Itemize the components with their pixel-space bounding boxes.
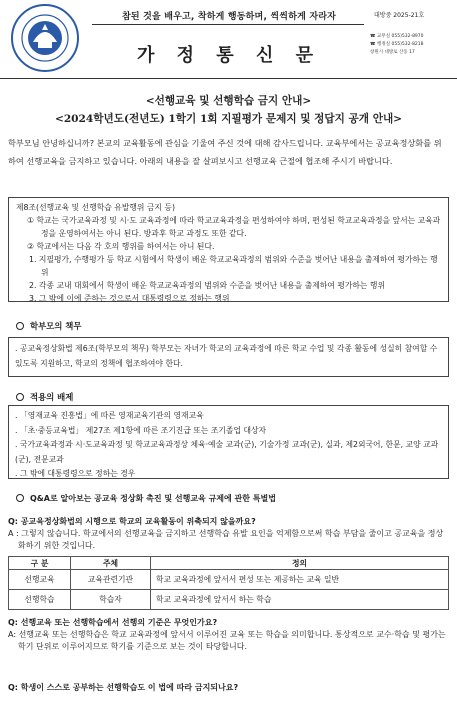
- school-motto: 참된 것을 배우고, 착하게 행동하며, 씩씩하게 자라자: [121, 12, 336, 22]
- contact-line: ☎ 행정실 055)532-8218: [370, 42, 424, 47]
- page-title: 가 정 통 신 문: [136, 45, 321, 66]
- exclusion-item: . 「초·중등교육법」 제27조 제1항에 따른 조기진급 또는 조기졸업 대상자: [15, 425, 267, 435]
- table-cell: 학교 교육과정에 앞서서 편성 또는 제공하는 교육 일반: [151, 570, 449, 590]
- circle-bullet-icon: [16, 393, 24, 401]
- parent-duty-box: [8, 337, 449, 377]
- answer: A : 그렇지 않습니다. 학교에서의 선행교육을 금지하고 선행학습 유발 요인을 억제함으로써 학습 부담을 줄이고 공교육을 정상화하기 위한 것입니다.: [8, 529, 444, 550]
- table-header: 정의: [151, 557, 449, 570]
- intro-paragraph: 학부모님 안녕하십니까? 본교의 교육활동에 관심을 기울여 주신 것에 대해 감사드립니다. 교육부에서는 공교육정상화를 위하여 선행교육을 금지하고 있습니다. 아래의 내용을 잘 살펴보시고 선행교육 근절에 협조해 주시기 바랍니다.: [8, 138, 442, 166]
- qa-block-2: [8, 617, 449, 653]
- header: [0, 0, 457, 80]
- issue-number: 대방중 2025-21호: [374, 12, 425, 19]
- table-header: 주체: [71, 557, 151, 570]
- law-item: ② 학교에서는 다음 각 호의 행위를 하여서는 아니 된다.: [27, 242, 215, 251]
- question: Q: 공교육정상화법의 시행으로 학교의 교육활동이 위축되지 않을까요?: [8, 517, 256, 526]
- notice-title-1: <선행교육 및 선행학습 금지 안내>: [145, 95, 312, 107]
- table-header-row: [9, 557, 449, 570]
- table-cell: 선행학습: [9, 590, 71, 610]
- notice-titles: [0, 92, 457, 128]
- motto-divider: [92, 24, 364, 25]
- law-title: 제8조(선행교육 및 선행학습 유발행위 금지 등): [16, 203, 176, 212]
- table-row: [9, 570, 449, 590]
- qa-block-1: [8, 516, 449, 552]
- table-cell: 학교 교육과정에 앞서서 하는 학습: [151, 590, 449, 610]
- header-divider: [0, 78, 457, 79]
- notice-title-2: <2024학년도(전년도) 1학기 1회 지필평가 문제지 및 정답지 공개 안내>: [54, 113, 403, 125]
- law-subitem: 2. 각종 교내 대회에서 학생이 배운 학교교육과정의 범위와 수준을 벗어난 내용을 출제하여 평가하는 행위: [29, 281, 385, 290]
- contact-info: [370, 33, 424, 57]
- exclusion-box: [8, 405, 449, 479]
- exclusion-item: . 그 밖에 대통령령으로 정하는 경우: [15, 469, 136, 478]
- section-heading-qa: Q&A로 알아보는 공교육 정상화 촉진 및 선행교육 규제에 관한 특별법: [16, 493, 276, 504]
- definition-table: [8, 556, 449, 610]
- exclusion-item: . 「영재교육 진흥법」에 따른 영재교육기관의 영재교육: [15, 411, 204, 420]
- law-item: ① 학교는 국가교육과정 및 시·도 교육과정에 따라 학교교육과정을 편성하여야 하며, 편성된 학교교육과정을 앞서는 교육과정을 운영하여서는 아니 된다. 방과후 학교 과정도 또한 같다.: [27, 216, 441, 238]
- school-logo: [9, 2, 81, 74]
- question: Q: 선행교육 또는 선행학습에서 선행의 기준은 무엇인가요?: [8, 618, 218, 627]
- exclusion-item: . 국가교육과정과 시·도교육과정 및 학교교육과정상 체육·예술 교과(군), 기술가정 교과(군), 실과, 제2외국어, 한문, 교양 교과(군), 전문교과: [15, 440, 439, 464]
- table-cell: 학습자: [71, 590, 151, 610]
- circle-bullet-icon: [16, 322, 24, 330]
- contact-line: 창원시 대방로 산동 17: [370, 50, 415, 55]
- qa-block-3: [8, 682, 449, 694]
- question: Q: 학생이 스스로 공부하는 선행학습도 이 법에 따라 금지되나요?: [8, 683, 239, 692]
- law-subitem: 1. 지필평가, 수행평가 등 학교 시험에서 학생이 배운 학교교육과정의 범위와 수준을 벗어난 내용을 출제하여 평가하는 행위: [29, 255, 438, 277]
- answer: A: 선행교육 또는 선행학습은 학교 교육과정에 앞서서 이루어진 교육 또는 학습을 의미합니다. 통상적으로 교수·학습 및 평가는 학기 단위로 이루어지므로 학기를 기준으로 보는 것이 타당합니다.: [8, 630, 446, 651]
- table-cell: 선행교육: [9, 570, 71, 590]
- section-heading-parent-duty: 학부모의 책무: [16, 320, 81, 332]
- table-cell: 교육관련기관: [71, 570, 151, 590]
- table-header: 구 분: [9, 557, 71, 570]
- law-article-box: [8, 197, 449, 302]
- table-row: [9, 590, 449, 610]
- parent-duty-text: . 공교육정상화법 제6조(학부모의 책무) 학부모는 자녀가 학교의 교육과정에 따른 학교 수업 및 각종 활동에 성실히 참여할 수 있도록 지원하고, 학교의 정책에 협조하여야 한다.: [15, 344, 438, 368]
- circle-bullet-icon: [16, 494, 24, 502]
- law-subitem: 3. 그 밖에 이에 준하는 것으로서 대통령령으로 정하는 행위: [29, 294, 230, 303]
- contact-line: ☎ 교무실 055)532-8970: [370, 34, 424, 39]
- section-heading-exclusion: 적용의 배제: [16, 391, 73, 403]
